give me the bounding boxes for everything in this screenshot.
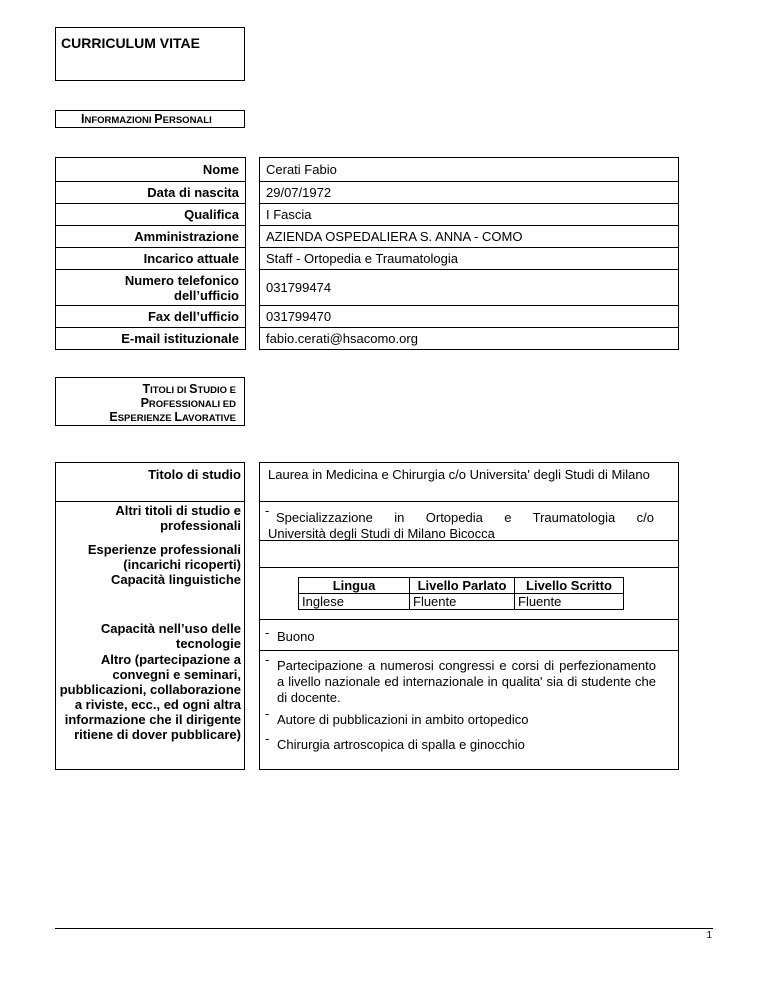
value-nome: Cerati Fabio — [260, 158, 679, 182]
section-heading-line — [56, 383, 236, 397]
label-tecnologie: Capacità nell’uso delle tecnologie — [100, 621, 241, 651]
value-amministrazione: AZIENDA OSPEDALIERA S. ANNA - COMO — [260, 226, 679, 248]
section-heading-personal — [55, 110, 245, 128]
bullet-dash: - — [265, 652, 270, 667]
languages-table — [298, 577, 624, 610]
label-amministrazione: Amministrazione — [56, 226, 246, 248]
value-fax: 031799470 — [260, 306, 679, 328]
titoli-row-divider — [259, 619, 679, 651]
label-capacita-linguistiche: Capacità linguistiche — [110, 572, 241, 587]
titoli-labels — [55, 462, 245, 770]
cap-letter: S — [189, 382, 198, 396]
value-altri-titoli — [268, 510, 654, 542]
header-lingua: Lingua — [299, 578, 410, 594]
value-qualifica: I Fascia — [260, 204, 679, 226]
label-qualifica: Qualifica — [56, 204, 246, 226]
small-caps-text: AVORATIVE — [181, 413, 236, 424]
cap-letter: E — [109, 410, 118, 424]
label-esperienze: Esperienze professionali (incarichi ricoperti) — [87, 542, 241, 572]
table-row — [299, 594, 624, 610]
label-fax: Fax dell’ufficio — [56, 306, 246, 328]
cap-letter: P — [140, 396, 149, 410]
table-row — [56, 204, 679, 226]
header-scritto: Livello Scritto — [515, 578, 624, 594]
value-altro-item-3: Chirurgia artroscopica di spalla e ginocchio — [277, 737, 525, 752]
cap-letter: L — [174, 410, 182, 424]
table-row — [56, 328, 679, 350]
small-caps-text: NFORMAZIONI — [84, 115, 152, 126]
table-row — [56, 226, 679, 248]
table-row — [56, 182, 679, 204]
value-altro-item-1: Partecipazione a numerosi congressi e corsi di perfezionamento a livello nazionale ed internazionale in qualita' sia di studente che di docente. — [277, 658, 656, 705]
value-titolo-studio: Laurea in Medicina e Chirurgia c/o Universita' degli Studi di Milano — [268, 467, 650, 482]
label-titolo-studio: Titolo di studio — [148, 467, 241, 482]
label-data-nascita: Data di nascita — [56, 182, 246, 204]
value-altro-item-2: Autore di pubblicazioni in ambito ortopedico — [277, 712, 529, 727]
cell-lingua: Inglese — [299, 594, 410, 610]
small-caps-text: ERSONALI — [162, 115, 212, 126]
label-nome: Nome — [56, 158, 246, 182]
cv-title: CURRICULUM VITAE — [61, 35, 200, 51]
label-email: E-mail istituzionale — [56, 328, 246, 350]
altri-titoli-line: Specializzazione in Ortopedia e Traumatologia c/o — [276, 510, 654, 525]
label-incarico: Incarico attuale — [56, 248, 246, 270]
bullet-dash: - — [265, 625, 270, 640]
value-data-nascita: 29/07/1972 — [260, 182, 679, 204]
titoli-row-divider — [259, 540, 679, 568]
table-row — [56, 306, 679, 328]
personal-info-table — [55, 157, 679, 350]
bullet-dash: - — [265, 503, 270, 518]
small-caps-text: SPERIENZE — [117, 413, 172, 424]
table-row — [56, 270, 679, 306]
cap-letter: I — [81, 112, 85, 126]
value-incarico: Staff - Ortopedia e Traumatologia — [260, 248, 679, 270]
value-tecnologie: Buono — [277, 629, 315, 644]
footer-rule — [55, 928, 713, 929]
table-row — [56, 158, 679, 182]
bullet-dash: - — [265, 731, 270, 746]
label-altri-titoli: Altri titoli di studio e professionali — [115, 503, 241, 533]
cap-letter: P — [154, 112, 163, 126]
value-email: fabio.cerati@hsacomo.org — [260, 328, 679, 350]
cell-parlato: Fluente — [410, 594, 515, 610]
label-altro: Altro (partecipazione a convegni e seminari, pubblicazioni, collaborazione a riviste, ecc., ed ogni altra informazione che il dirigente ritiene di dover pubblicare) — [59, 652, 241, 742]
table-row — [56, 248, 679, 270]
header-parlato: Livello Parlato — [410, 578, 515, 594]
page-number: 1 — [706, 930, 712, 941]
label-telefono: Numero telefonico dell’ufficio — [56, 270, 246, 306]
cap-letter: T — [142, 382, 151, 396]
small-caps-text: ROFESSIONALI ED — [148, 399, 236, 410]
small-caps-text: TUDIO E — [197, 385, 236, 396]
section-heading-line — [56, 411, 236, 425]
altri-titoli-line: Università degli Studi di Milano Bicocca — [268, 526, 495, 541]
small-caps-text: ITOLI DI — [150, 385, 187, 396]
section-heading-line — [56, 397, 236, 411]
section-heading-titoli — [55, 377, 245, 426]
bullet-dash: - — [265, 706, 270, 721]
cell-scritto: Fluente — [515, 594, 624, 610]
table-header-row — [299, 578, 624, 594]
value-telefono: 031799474 — [260, 270, 679, 306]
cv-title-box — [55, 27, 245, 81]
